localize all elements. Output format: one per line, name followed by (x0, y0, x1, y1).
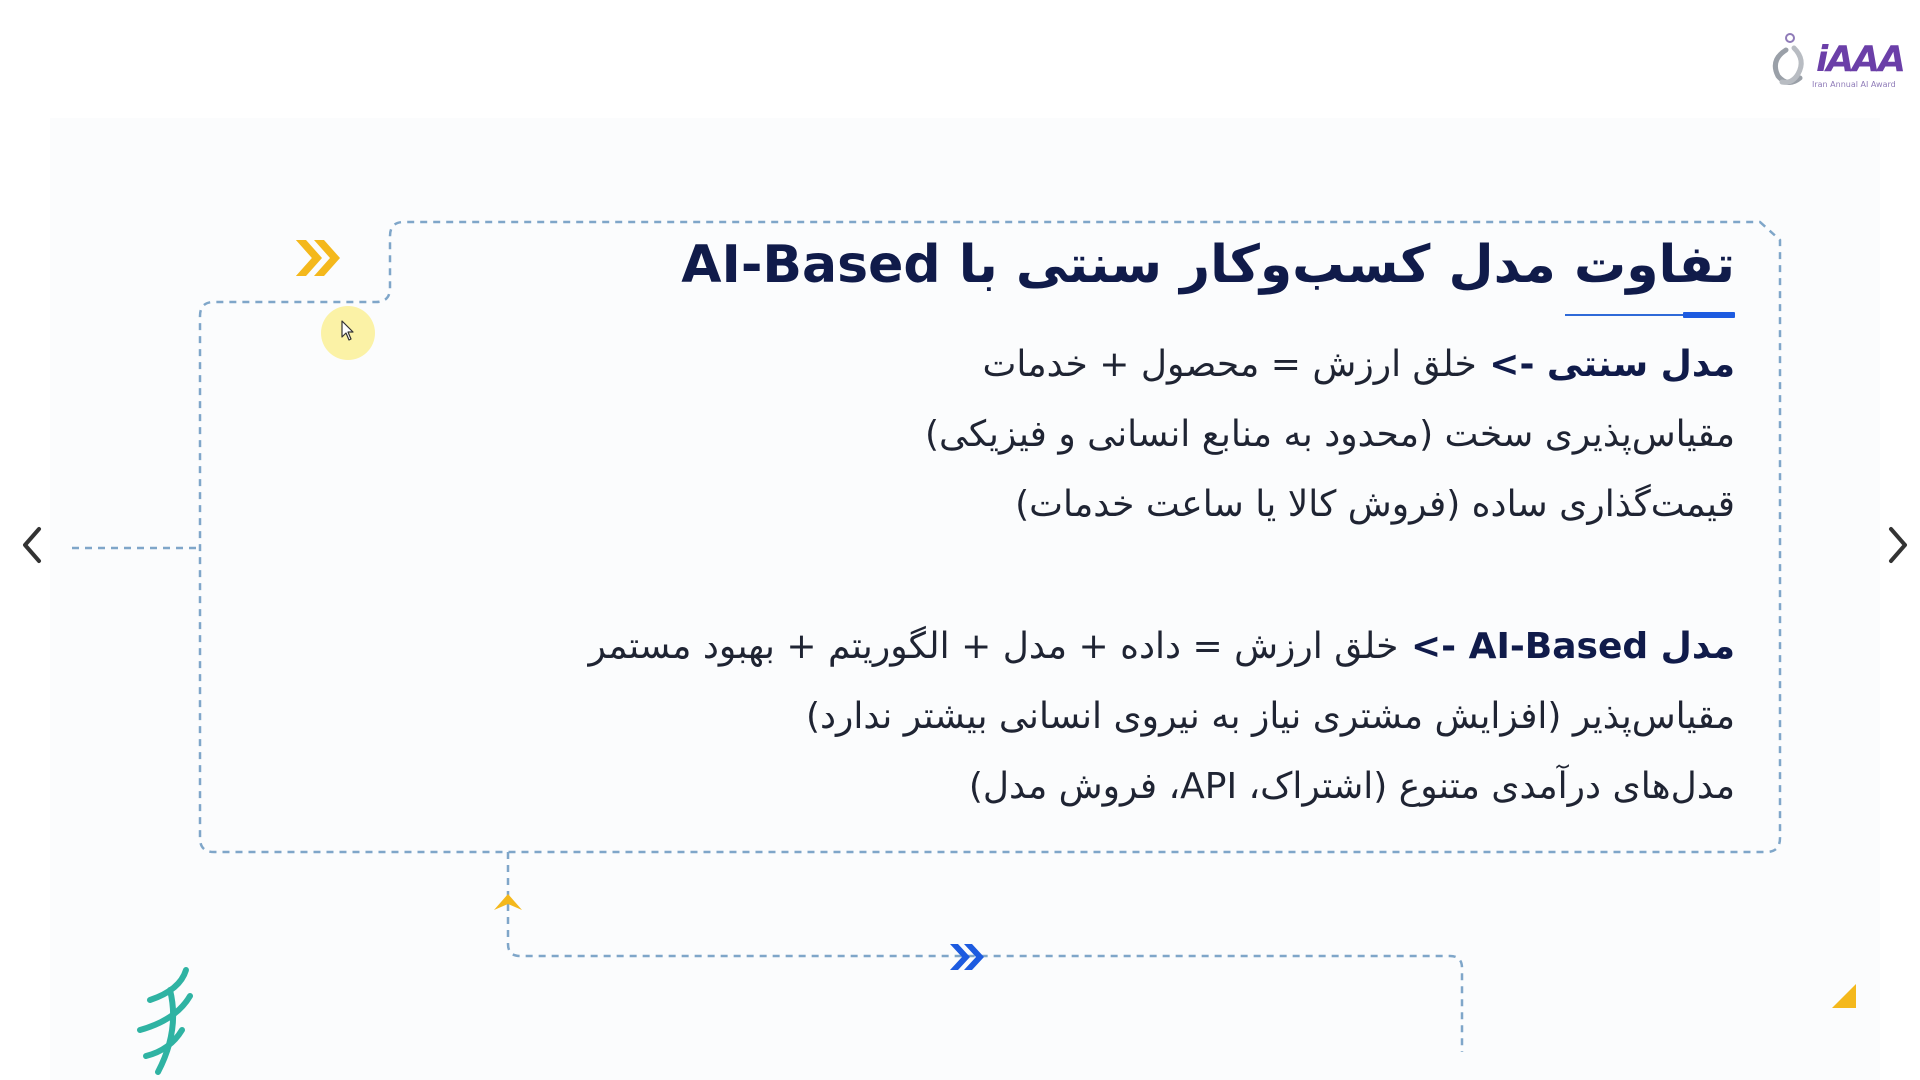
section-ai-arrow: -> (1398, 626, 1469, 667)
section-ai-heading: مدل AI-Based (1468, 626, 1735, 667)
section-ai-value: خلق ارزش = داده + مدل + الگوریتم + بهبود مستمر (588, 626, 1399, 667)
section-traditional-arrow: -> (1476, 344, 1547, 385)
brand-logo-subtitle: Iran Annual AI Award (1812, 80, 1896, 89)
yellow-double-chevron-icon (296, 240, 340, 276)
section-traditional-line: قیمت‌گذاری ساده (فروش کالا یا ساعت خدمات) (1015, 484, 1735, 525)
previous-slide-button[interactable] (12, 518, 52, 572)
section-traditional-heading: مدل سنتی (1546, 344, 1735, 385)
leaf-logo-icon (140, 970, 190, 1072)
slide-content (540, 228, 1735, 822)
chevron-right-icon (1883, 523, 1913, 567)
bottom-connector-line (508, 852, 1462, 1052)
chevron-left-icon (17, 523, 47, 567)
slide-title: تفاوت مدل کسب‌وکار سنتی با AI-Based (681, 235, 1735, 295)
section-traditional-line: مقیاس‌پذیری سخت (محدود به منابع انسانی و فیزیکی) (925, 414, 1735, 455)
title-underline (1565, 312, 1735, 318)
section-ai-line: مدل‌های درآمدی متنوع (اشتراک، API، فروش مدل) (968, 766, 1735, 807)
next-slide-button[interactable] (1878, 518, 1918, 572)
section-traditional-lead (540, 330, 1735, 400)
section-ai-line: مقیاس‌پذیر (افزایش مشتری نیاز به نیروی انسانی بیشتر ندارد) (805, 696, 1735, 737)
section-ai-lead (540, 612, 1735, 682)
brand-logo-text: iAAA (1816, 39, 1904, 80)
mouse-pointer-icon (340, 320, 356, 342)
yellow-corner-triangle-icon (1832, 984, 1856, 1008)
section-traditional-value: خلق ارزش = محصول + خدمات (982, 344, 1477, 385)
